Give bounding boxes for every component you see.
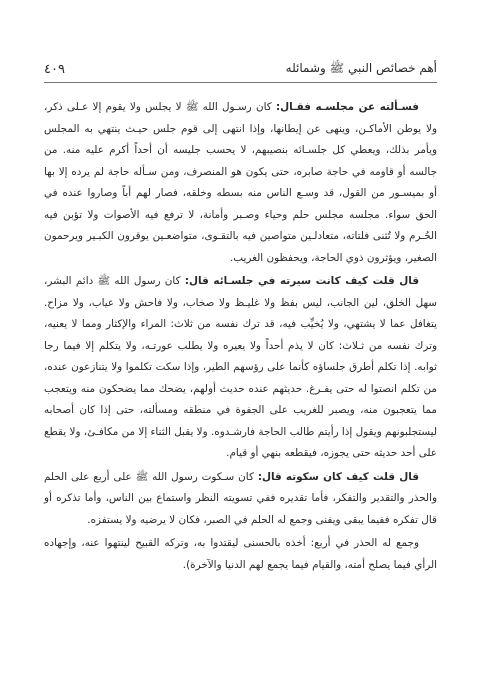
paragraph-text: كان رسول الله ﷺ دائم البشر، سهل الخلق، لين الجانب، ليس بفظ ولا غليـظ ولا صخاب، ولا فاحش ولا عياب، ولا مزاح. يتغافل عما لا يشتهي، ولا يُخيِّب فيه، قد ترك نفسه من ثلاث: المراء والإكثار ومما لا يعنيه، وترك نفسه من ثـلاث: كان لا يذم أحداً ولا يعيره ولا يطلب عورتـه، ولا يتكلم إلا فيما رجا ثوابه. إذا تكلم أطرق جلساؤه كأنما على رؤسهم الطير، وإذا سكت تكلموا ولا يتنازعون عنده، من تكلم انصتوا له حتى يفـرغ. حديثهم عنده حديث أولهم، يضحك مما يضحكون منه ويتعجب مما يتعجبون منه، ويصبر للغريب على الجفوة في منطقه ومسألته، حتى إذا كان أصحابه ليستجلبونهم ويقول إذا رأيتم طالب الحاجة فارشـدوه. ولا يقبل الثناء إلا من مكافـئ، ولا يقطع على أحد حديثه حتى يجوزه، فيقطعه بنهي أو قيام. — [44, 275, 437, 459]
header-divider — [44, 82, 437, 83]
paragraph-sukut — [44, 467, 437, 532]
paragraph-majlis — [44, 97, 437, 269]
running-header — [44, 58, 437, 80]
paragraph-text: وجمع له الحذر في أربع: أخذه بالحسنى ليقتدوا به، وتركه القبيح لينتهوا عنه، وإجهاده الرأي فيما يصلح أمته، والقيام فيما يجمع لهم الدنيا والآخرة). — [44, 537, 437, 571]
page-body — [44, 97, 437, 576]
paragraph-lead: قال قلت كيف كانت سيرته في جلسـائه قال: — [184, 275, 419, 287]
paragraph-text: كان رسـول الله ﷺ لا يجلس ولا يقوم إلا عـلى ذكر، ولا يوطن الأماكـن، وينهى عن إيطانها، وإذا انتهى إلى قوم جلس حيـث ينتهي به المجلس ويأمر بذلك، ويعطي كل جلسـائه بنصيبهم، لا يحسب جليسه أن أحداً أكرم عليه منه. من جالسه أو قاومه في حاجة صابره، حتى يكون هو المنصرف، ومن سـأله حاجة لم يرده إلا بها أو بميسـور من القول، قد وسـع الناس منه بسطه وخلقه، فصار لهم أباً وصاروا عنده في الحق سواء. مجلسه مجلس حلم وحياء وصـبر وأمانة، لا ترفع فيه الأصوات ولا تؤبن فيه الحُـرم ولا تُثنى فلتاته، متعادلـين متواصين فيه بالتقـوى، متواضعـين يوقرون الكبـير ويرحمون الصغير، ويؤثرون ذوي الحاجة، ويحفظون الغريب. — [44, 101, 437, 264]
paragraph-lead: قال قلت كيف كان سكوته قال: — [257, 470, 419, 483]
page-number: ٤٠٩ — [44, 61, 65, 77]
paragraph-sira — [44, 271, 437, 465]
paragraph-hadhar — [44, 533, 437, 576]
paragraph-text: كان سـكوت رسول الله ﷺ على أربع على الحلم والحذر والتقدير والتفكر، فأما تقديره ففي تسويته النظر واستماع بين الناس، وأما تذكره أو قال تفكره ففيما يبقى ويفنى وجمع له الحلم في الصبر، فكان لا يرضيه ولا يستفزه. — [44, 470, 437, 526]
running-title: أهم خصائص النبي ﷺ وشمائله — [285, 60, 437, 75]
paragraph-lead: فسـألته عن مجلسـه فقـال: — [276, 101, 419, 113]
